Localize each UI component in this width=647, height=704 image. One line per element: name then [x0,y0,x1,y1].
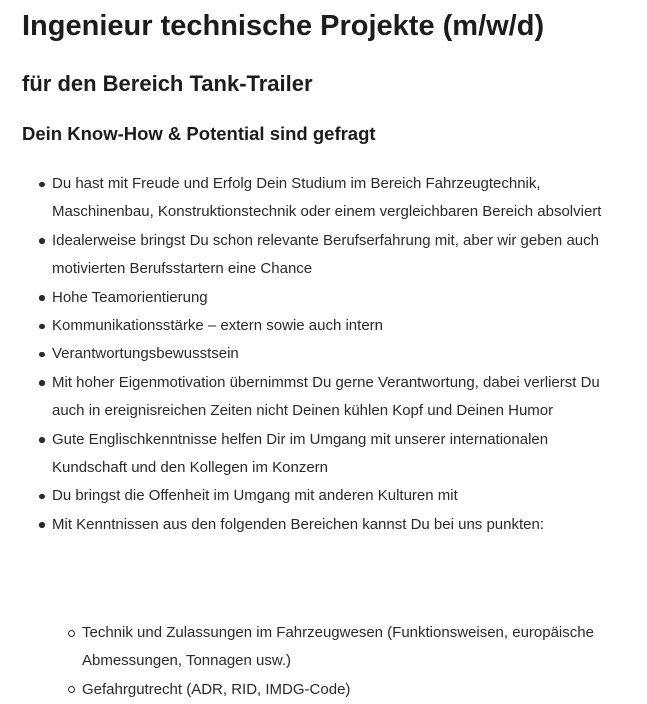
list-item: Gute Englischkenntnisse helfen Dir im Umgang mit unserer internationalen Kundschaft und den Kollegen im Konzern [22,426,627,483]
knowledge-areas-sublist [22,619,627,704]
requirements-list [22,170,627,539]
page-subtitle: für den Bereich Tank-Trailer [22,71,313,96]
list-item: Kommunikationsstärke – extern sowie auch intern [22,312,627,340]
list-item: Mit hoher Eigenmotivation übernimmst Du gerne Verantwortung, dabei verlierst Du auch in ereignisreichen Zeiten nicht Deinen kühlen Kopf und Deinen Humor [22,369,627,426]
sublist-item: Technik und Zulassungen im Fahrzeugwesen (Funktionsweisen, europäische Abmessungen, Tonnagen usw.) [22,619,627,676]
list-item: Hohe Teamorientierung [22,284,627,312]
page-title: Ingenieur technische Projekte (m/w/d) [22,10,545,42]
section-heading: Dein Know-How & Potential sind gefragt [22,123,376,144]
sublist-item: Gefahrgutrecht (ADR, RID, IMDG-Code) [22,676,627,704]
list-item: Du bringst die Offenheit im Umgang mit anderen Kulturen mit [22,482,627,510]
list-item: Mit Kenntnissen aus den folgenden Bereichen kannst Du bei uns punkten: [22,511,627,539]
list-item: Du hast mit Freude und Erfolg Dein Studium im Bereich Fahrzeugtechnik, Maschinenbau, Konstruktionstechnik oder einem vergleichbaren Bereich absolviert [22,170,627,227]
list-item: Verantwortungsbewusstsein [22,340,627,368]
list-item: Idealerweise bringst Du schon relevante Berufserfahrung mit, aber wir geben auch motivierten Berufsstartern eine Chance [22,227,627,284]
